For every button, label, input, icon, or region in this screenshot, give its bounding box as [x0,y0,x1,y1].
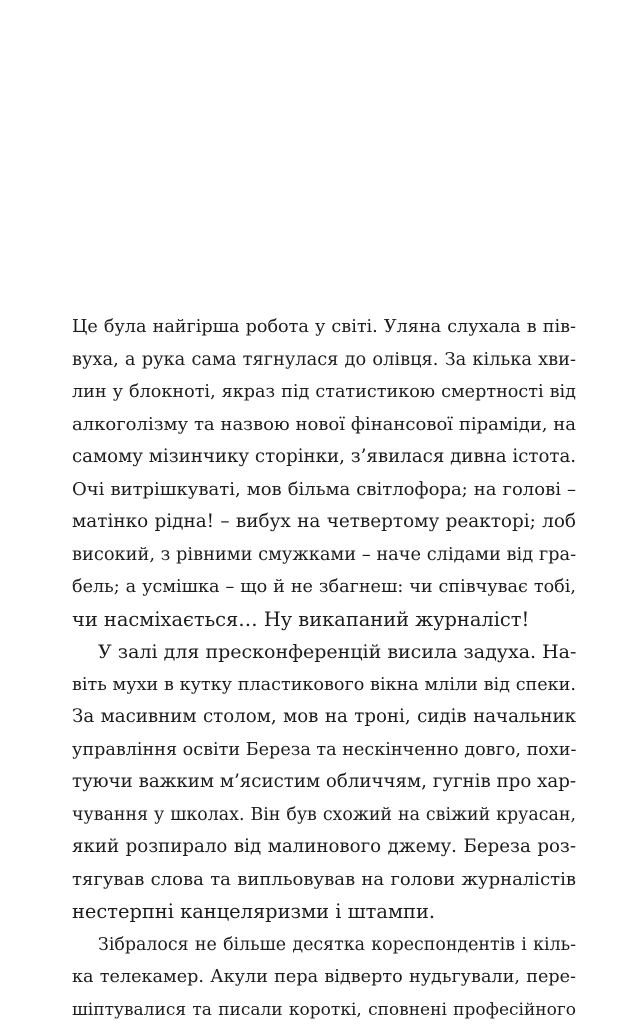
text-line: ка телекамер. Акули пера відверто нудьгували, пере- [72,961,576,994]
text-line: вуха, а рука сама тягнулася до олівця. За кілька хви- [72,344,576,377]
text-line: Це була найгірша робота у світі. Уляна слухала в пів- [72,311,576,344]
body-text [72,311,576,1026]
text-line: самому мізинчику сторінки, з’явилася дивна істота. [72,441,576,474]
text-line: Очі витрішкуваті, мов більма світлофора; на голові – [72,474,576,507]
text-line: управління освіти Береза та нескінченно довго, похи- [72,734,576,767]
text-line: бель; а усмішка – що й не збагнеш: чи співчуває тобі, [72,571,576,604]
text-line: який розпирало від малинового джему. Береза роз- [72,831,576,864]
text-line: алкоголізму та назвою нової фінансової піраміди, на [72,409,576,442]
text-line: чи насміхається… Ну викапаний журналіст! [72,604,576,637]
text-line: Зібралося не більше десятка кореспондентів і кіль- [72,929,576,962]
text-line: шіптувалися та писали короткі, сповнені професійного [72,994,576,1026]
text-line: матінко рідна! – вибух на четвертому реакторі; лоб [72,506,576,539]
text-line: За масивним столом, мов на троні, сидів начальник [72,701,576,734]
text-line: чування у школах. Він був схожий на свіжий круасан, [72,799,576,832]
text-line: нестерпні канцеляризми і штампи. [72,896,576,929]
text-line: віть мухи в кутку пластикового вікна мліли від спеки. [72,669,576,702]
text-line: туючи важким м’ясистим обличчям, гугнів про хар- [72,766,576,799]
text-line: У залі для пресконференцій висила задуха. На- [72,636,576,669]
text-line: тягував слова та випльовував на голови журналістів [72,864,576,897]
text-line: лин у блокноті, якраз під статистикою смертності від [72,376,576,409]
text-line: високий, з рівними смужками – наче слідами від гра- [72,539,576,572]
